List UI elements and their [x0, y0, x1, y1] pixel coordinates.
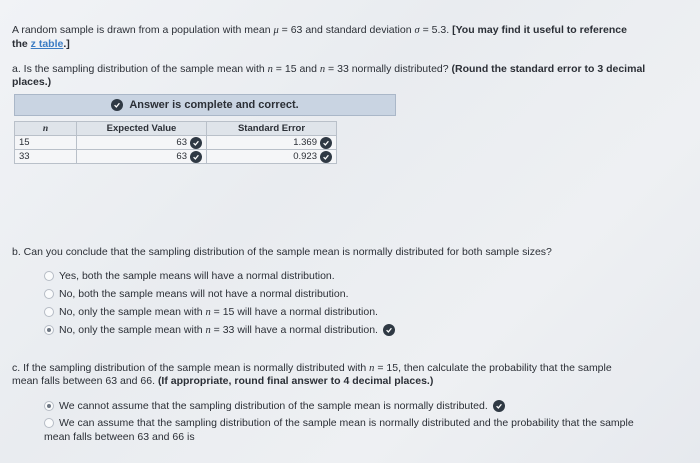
mu-symbol: μ	[273, 25, 279, 36]
part-b-question: b. Can you conclude that the sampling distribution of the sample mean is normally distributed for both sample sizes?	[12, 246, 552, 258]
check-icon	[111, 99, 123, 111]
check-icon	[190, 151, 202, 163]
check-icon	[493, 400, 505, 412]
option-b-no-both[interactable]: No, both the sample means will not have a normal distribution.	[44, 288, 348, 300]
radio-button[interactable]	[44, 289, 54, 299]
results-table	[14, 121, 337, 164]
radio-button[interactable]	[44, 418, 54, 428]
radio-button-selected[interactable]	[44, 401, 54, 411]
answer-complete-banner: Answer is complete and correct.	[14, 94, 396, 116]
part-a-question: a. Is the sampling distribution of the sample mean with n = 15 and n = 33 normally distributed? (Round the standard error to 3 decimal	[12, 63, 646, 75]
part-c-question-line-2: mean falls between 63 and 66. (If appropriate, round final answer to 4 decimal places.)	[12, 375, 434, 387]
option-b-only-33[interactable]: No, only the sample mean with n = 33 will have a normal distribution.	[44, 324, 395, 336]
header-expected-value: Expected Value	[77, 122, 207, 136]
check-icon	[383, 324, 395, 336]
radio-button-selected[interactable]	[44, 325, 54, 335]
intro-line-1: A random sample is drawn from a population with mean μ = 63 and standard deviation σ = 5.3. [You may find it useful to reference	[12, 24, 627, 36]
cell-standard-error[interactable]: 0.923	[207, 150, 337, 164]
table-row	[15, 136, 337, 150]
header-n: n	[15, 122, 77, 136]
check-icon	[320, 137, 332, 149]
table-header-row	[15, 122, 337, 136]
intro-line-2: the z table.]	[12, 38, 70, 50]
header-standard-error: Standard Error	[207, 122, 337, 136]
part-c-question: c. If the sampling distribution of the sample mean is normally distributed with n = 15, then calculate the probability that the sample	[12, 362, 612, 374]
table-row	[15, 150, 337, 164]
part-a-question-line-2: places.)	[12, 76, 52, 88]
check-icon	[320, 151, 332, 163]
cell-standard-error[interactable]: 1.369	[207, 136, 337, 150]
cell-n: 33	[15, 150, 77, 164]
radio-button[interactable]	[44, 307, 54, 317]
option-b-only-15[interactable]: No, only the sample mean with n = 15 will have a normal distribution.	[44, 306, 378, 318]
sigma-symbol: σ	[414, 25, 420, 36]
cell-expected-value[interactable]: 63	[77, 150, 207, 164]
cell-expected-value[interactable]: 63	[77, 136, 207, 150]
cell-n: 15	[15, 136, 77, 150]
radio-button[interactable]	[44, 271, 54, 281]
option-c-can-assume-line-2: mean falls between 63 and 66 is	[44, 431, 195, 443]
option-b-yes-both[interactable]: Yes, both the sample means will have a normal distribution.	[44, 270, 335, 282]
option-c-can-assume[interactable]: We can assume that the sampling distribution of the sample mean is normally distributed and the probability that the sample	[44, 417, 634, 429]
z-table-link[interactable]: z table	[30, 38, 64, 50]
option-c-cannot-assume[interactable]: We cannot assume that the sampling distribution of the sample mean is normally distributed.	[44, 400, 505, 412]
check-icon	[190, 137, 202, 149]
